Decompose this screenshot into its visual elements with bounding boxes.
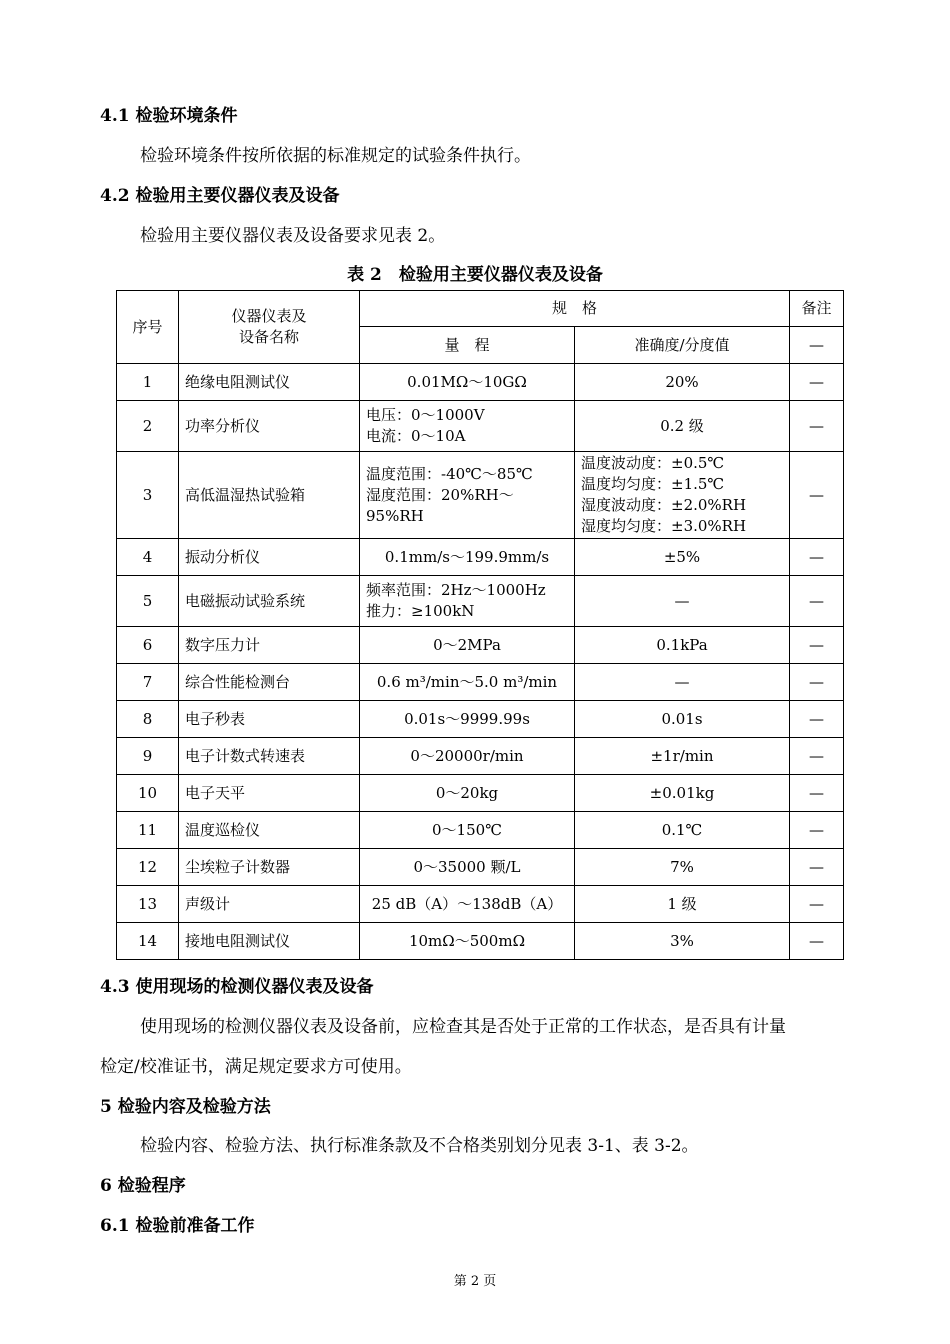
cell-range-line: 10mΩ～500mΩ	[408, 931, 526, 950]
instrument-table	[116, 290, 844, 960]
table-row	[117, 886, 844, 923]
cell-accuracy	[575, 701, 790, 738]
header-no: 序号	[117, 291, 179, 364]
table-row	[117, 701, 844, 738]
table-row	[117, 452, 844, 539]
header-name-line2: 设备名称	[238, 328, 299, 346]
cell-range-line: 0.01MΩ～10GΩ	[407, 372, 527, 391]
header-accuracy: 准确度/分度值	[575, 327, 790, 364]
table-row	[117, 923, 844, 960]
cell-remark: —	[790, 738, 844, 775]
cell-remark: —	[790, 401, 844, 452]
cell-no: 14	[117, 923, 179, 960]
table-header-row	[117, 291, 844, 327]
cell-no: 10	[117, 775, 179, 812]
cell-name: 电磁振动试验系统	[179, 576, 360, 627]
cell-accuracy-line: ±1r/min	[650, 746, 714, 765]
table-row	[117, 539, 844, 576]
cell-no: 5	[117, 576, 179, 627]
cell-no: 7	[117, 664, 179, 701]
cell-remark: —	[790, 452, 844, 539]
cell-range-line: 电流：0～10A	[366, 427, 466, 445]
cell-accuracy-line: 0.1℃	[661, 820, 703, 839]
cell-accuracy-line: 0.2 级	[660, 416, 704, 435]
cell-range-line: 0～150℃	[432, 820, 502, 839]
cell-range-line: 温度范围：-40℃～85℃	[366, 464, 533, 483]
cell-name: 高低温湿热试验箱	[179, 452, 360, 539]
cell-range	[360, 627, 575, 664]
cell-accuracy-line: 湿度均匀度：±3.0%RH	[581, 517, 747, 535]
cell-no: 3	[117, 452, 179, 539]
cell-remark: —	[790, 576, 844, 627]
cell-range	[360, 738, 575, 775]
cell-no: 8	[117, 701, 179, 738]
cell-no: 9	[117, 738, 179, 775]
table-row	[117, 738, 844, 775]
cell-range	[360, 775, 575, 812]
section-4-3-text-line2: 检定/校准证书，满足规定要求方可使用。	[100, 1057, 412, 1077]
cell-accuracy	[575, 401, 790, 452]
cell-accuracy-line: ±5%	[663, 547, 701, 566]
cell-accuracy	[575, 812, 790, 849]
cell-range	[360, 401, 575, 452]
cell-name: 综合性能检测台	[179, 664, 360, 701]
cell-accuracy	[575, 849, 790, 886]
section-6-1-heading: 6.1 检验前准备工作	[100, 1216, 255, 1236]
cell-accuracy-line: ±0.01kg	[649, 783, 715, 802]
table-row	[117, 576, 844, 627]
cell-accuracy	[575, 738, 790, 775]
cell-remark: —	[790, 923, 844, 960]
cell-remark: —	[790, 849, 844, 886]
cell-range-line: 0.6 m³/min～5.0 m³/min	[376, 672, 558, 691]
cell-accuracy-line: 3%	[670, 931, 694, 950]
cell-no: 4	[117, 539, 179, 576]
table-row	[117, 627, 844, 664]
cell-remark: —	[790, 364, 844, 401]
cell-accuracy-line: 7%	[670, 857, 694, 876]
cell-accuracy	[575, 576, 790, 627]
cell-remark: —	[790, 701, 844, 738]
cell-name: 电子秒表	[179, 701, 360, 738]
table-row	[117, 775, 844, 812]
cell-accuracy-line: 湿度波动度：±2.0%RH	[581, 496, 747, 514]
cell-accuracy	[575, 775, 790, 812]
cell-accuracy	[575, 539, 790, 576]
header-remark-sub: —	[790, 327, 844, 364]
header-name-line1: 仪器仪表及	[231, 307, 307, 325]
cell-range	[360, 576, 575, 627]
cell-name: 功率分析仪	[179, 401, 360, 452]
cell-remark: —	[790, 539, 844, 576]
cell-range-line: 0～20kg	[435, 783, 499, 802]
cell-range	[360, 452, 575, 539]
section-4-2-text: 检验用主要仪器仪表及设备要求见表 2。	[140, 226, 446, 246]
cell-accuracy	[575, 364, 790, 401]
cell-remark: —	[790, 664, 844, 701]
cell-name: 数字压力计	[179, 627, 360, 664]
section-5-heading: 5 检验内容及检验方法	[100, 1097, 271, 1117]
cell-name: 绝缘电阻测试仪	[179, 364, 360, 401]
cell-range-line: 0.1mm/s～199.9mm/s	[384, 547, 550, 566]
cell-range-line: 0～20000r/min	[410, 746, 524, 765]
cell-range-line: 频率范围：2Hz～1000Hz	[366, 581, 546, 599]
cell-accuracy	[575, 664, 790, 701]
cell-accuracy-line: 温度均匀度：±1.5℃	[581, 475, 725, 493]
table-caption: 表 2 检验用主要仪器仪表及设备	[347, 265, 603, 285]
cell-name: 电子天平	[179, 775, 360, 812]
section-4-1-text: 检验环境条件按所依据的标准规定的试验条件执行。	[140, 146, 531, 166]
cell-accuracy-line: 20%	[665, 372, 699, 391]
cell-remark: —	[790, 886, 844, 923]
cell-accuracy-line: 1 级	[667, 894, 697, 913]
section-4-2-heading: 4.2 检验用主要仪器仪表及设备	[100, 186, 340, 206]
table-row	[117, 664, 844, 701]
cell-no: 11	[117, 812, 179, 849]
cell-range	[360, 664, 575, 701]
table-row	[117, 812, 844, 849]
cell-remark: —	[790, 775, 844, 812]
cell-range	[360, 701, 575, 738]
cell-remark: —	[790, 812, 844, 849]
header-range: 量 程	[360, 327, 575, 364]
cell-no: 1	[117, 364, 179, 401]
section-4-3-heading: 4.3 使用现场的检测仪器仪表及设备	[100, 977, 374, 997]
cell-range-line: 25 dB（A）～138dB（A）	[371, 894, 563, 913]
cell-range	[360, 364, 575, 401]
cell-accuracy-line: 温度波动度：±0.5℃	[581, 454, 725, 472]
cell-range	[360, 539, 575, 576]
cell-no: 13	[117, 886, 179, 923]
cell-range-line: 推力：≥100kN	[366, 602, 475, 620]
cell-no: 6	[117, 627, 179, 664]
header-name	[179, 291, 360, 364]
cell-range-line: 电压：0～1000V	[366, 406, 485, 424]
cell-range-line: 0～35000 颗/L	[413, 857, 521, 876]
table-row	[117, 401, 844, 452]
section-6-heading: 6 检验程序	[100, 1176, 186, 1196]
cell-name: 声级计	[179, 886, 360, 923]
section-4-3-text-line1: 使用现场的检测仪器仪表及设备前，应检查其是否处于正常的工作状态，是否具有计量	[140, 1017, 786, 1037]
cell-range-line: 湿度范围：20%RH～95%RH	[366, 485, 514, 525]
instrument-table-body	[117, 291, 844, 960]
cell-range	[360, 849, 575, 886]
section-4-1-heading: 4.1 检验环境条件	[100, 106, 238, 126]
cell-no: 2	[117, 401, 179, 452]
cell-remark: —	[790, 627, 844, 664]
cell-range	[360, 886, 575, 923]
cell-accuracy-line: 0.1kPa	[656, 635, 708, 654]
cell-accuracy-line: 0.01s	[661, 709, 703, 728]
cell-no: 12	[117, 849, 179, 886]
header-spec: 规 格	[360, 291, 790, 327]
page-number: 第 2 页	[453, 1274, 497, 1289]
cell-name: 尘埃粒子计数器	[179, 849, 360, 886]
cell-range	[360, 812, 575, 849]
cell-name: 接地电阻测试仪	[179, 923, 360, 960]
cell-name: 振动分析仪	[179, 539, 360, 576]
cell-accuracy	[575, 886, 790, 923]
cell-name: 电子计数式转速表	[179, 738, 360, 775]
cell-accuracy	[575, 452, 790, 539]
table-row	[117, 364, 844, 401]
cell-accuracy	[575, 923, 790, 960]
cell-range	[360, 923, 575, 960]
cell-name: 温度巡检仪	[179, 812, 360, 849]
cell-accuracy-line: —	[674, 591, 690, 610]
cell-accuracy-line: —	[674, 672, 690, 691]
cell-range-line: 0～2MPa	[433, 635, 501, 654]
section-5-text: 检验内容、检验方法、执行标准条款及不合格类别划分见表 3-1、表 3-2。	[140, 1136, 699, 1156]
table-row	[117, 849, 844, 886]
header-remark: 备注	[790, 291, 844, 327]
cell-range-line: 0.01s～9999.99s	[404, 709, 530, 728]
cell-accuracy	[575, 627, 790, 664]
